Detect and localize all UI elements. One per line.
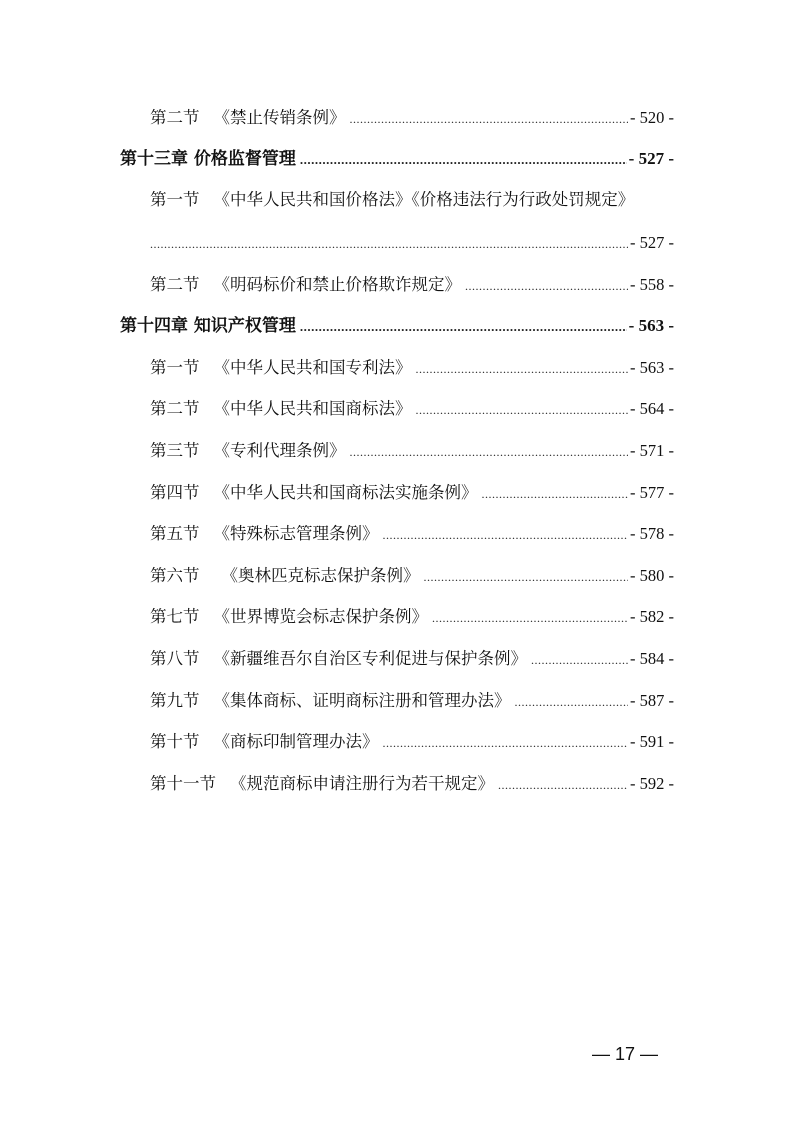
toc-entry-section[interactable]: [150, 481, 674, 506]
dot-leader: [531, 648, 628, 672]
section-number: 第八节: [150, 649, 200, 668]
section-number: 第一节: [150, 358, 200, 377]
section-number: 第二节: [150, 399, 200, 418]
dot-leader: [416, 357, 629, 381]
section-number: 第九节: [150, 691, 200, 710]
toc-entry-section[interactable]: [150, 439, 674, 464]
section-title: 《集体商标、证明商标注册和管理办法》: [213, 691, 511, 710]
dot-leader: [383, 523, 629, 547]
section-number: 第十节: [150, 732, 200, 751]
page-reference: - 571 -: [630, 441, 674, 460]
section-title: 《特殊标志管理条例》: [213, 524, 379, 543]
section-number: 第三节: [150, 441, 200, 460]
toc-entry-section[interactable]: [150, 689, 674, 714]
section-title: 《商标印制管理办法》: [213, 732, 379, 751]
page-reference: - 558 -: [630, 275, 674, 294]
section-title: 《中华人民共和国商标法》: [213, 399, 412, 418]
dot-leader: [300, 148, 627, 172]
dot-leader: [350, 440, 629, 464]
toc-entry-continuation[interactable]: [150, 231, 674, 256]
page-reference: - 577 -: [630, 483, 674, 502]
page-reference: - 591 -: [630, 732, 674, 751]
toc-entry-section[interactable]: [150, 564, 674, 589]
toc-entry-section[interactable]: [150, 106, 674, 131]
section-number: 第十一节: [150, 774, 216, 793]
dot-leader: [416, 398, 629, 422]
section-title: 《中华人民共和国价格法》《价格违法行为行政处罚规定》: [213, 190, 635, 209]
section-number: 第七节: [150, 607, 200, 626]
section-title: 《新疆维吾尔自治区专利促进与保护条例》: [213, 649, 527, 668]
page-reference: - 592 -: [630, 774, 674, 793]
page-reference: - 587 -: [630, 691, 674, 710]
toc-entry-section[interactable]: [150, 356, 674, 381]
section-number: 第一节: [150, 190, 200, 209]
dot-leader: [300, 315, 627, 339]
toc-entry-section[interactable]: [150, 772, 674, 797]
page-reference: - 580 -: [630, 566, 674, 585]
section-title: 《规范商标申请注册行为若干规定》: [230, 774, 494, 793]
section-number: 第二节: [150, 108, 200, 127]
toc-entry-chapter[interactable]: [120, 147, 674, 172]
section-title: 《中华人民共和国专利法》: [213, 358, 412, 377]
chapter-title: 第十三章 价格监督管理: [120, 149, 296, 169]
section-number: 第五节: [150, 524, 200, 543]
dot-leader: [465, 274, 628, 298]
dot-leader: [350, 107, 629, 131]
dot-leader: [150, 232, 628, 256]
toc-entry-section[interactable]: [150, 188, 680, 212]
toc-entry-section[interactable]: [150, 397, 674, 422]
section-title: 《禁止传销条例》: [213, 108, 346, 127]
page-reference: - 527 -: [628, 149, 674, 168]
toc-entry-section[interactable]: [150, 605, 674, 630]
page-reference: - 563 -: [628, 316, 674, 335]
dot-leader: [424, 565, 629, 589]
dot-leader: [383, 731, 629, 755]
section-title: 《明码标价和禁止价格欺诈规定》: [213, 275, 461, 294]
page-reference: - 584 -: [630, 649, 674, 668]
section-title: 《专利代理条例》: [213, 441, 346, 460]
section-title: 《中华人民共和国商标法实施条例》: [213, 483, 478, 502]
section-number: 第四节: [150, 483, 200, 502]
page-reference: - 527 -: [630, 233, 674, 252]
section-number: 第六节: [150, 566, 200, 585]
section-title: 《世界博览会标志保护条例》: [213, 607, 428, 626]
toc-entry-section[interactable]: [150, 522, 674, 547]
dot-leader: [482, 482, 629, 506]
toc-entry-section[interactable]: [150, 730, 674, 755]
section-title: 《奥林匹克标志保护条例》: [221, 566, 420, 585]
page-reference: - 520 -: [630, 108, 674, 127]
page-reference: - 582 -: [630, 607, 674, 626]
page-reference: - 578 -: [630, 524, 674, 543]
dot-leader: [432, 606, 628, 630]
page-number-footer: — 17 —: [592, 1044, 659, 1064]
dot-leader: [498, 773, 628, 797]
toc-entry-section[interactable]: [150, 273, 674, 298]
dot-leader: [515, 690, 629, 714]
page-reference: - 563 -: [630, 358, 674, 377]
page-reference: - 564 -: [630, 399, 674, 418]
section-number: 第二节: [150, 275, 200, 294]
chapter-title: 第十四章 知识产权管理: [120, 316, 296, 336]
toc-entry-section[interactable]: [150, 647, 674, 672]
toc-entry-chapter[interactable]: [120, 314, 674, 339]
